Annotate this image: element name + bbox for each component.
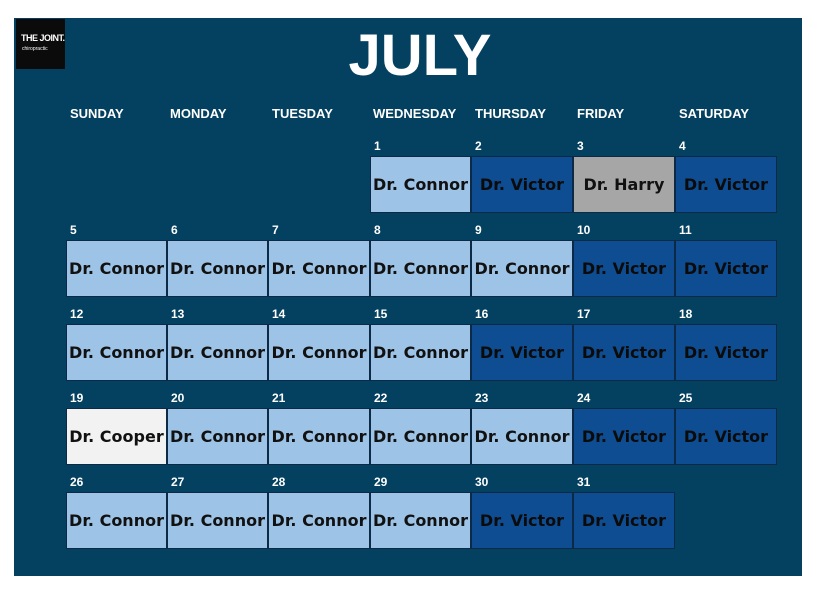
day-cell: Dr. Connor — [167, 324, 268, 381]
day-number: 3 — [577, 139, 584, 153]
day-number: 22 — [374, 391, 388, 405]
weekday-saturday: SATURDAY — [679, 106, 750, 121]
day-cell: Dr. Victor — [471, 156, 573, 213]
day-cell: Dr. Connor — [370, 156, 471, 213]
day-cell: Dr. Connor — [370, 408, 471, 465]
day-number: 27 — [171, 475, 185, 489]
day-cell: Dr. Connor — [471, 408, 573, 465]
day-cell: Dr. Victor — [471, 492, 573, 549]
day-cell: Dr. Victor — [573, 492, 675, 549]
day-cell: Dr. Victor — [675, 156, 777, 213]
day-number: 25 — [679, 391, 693, 405]
day-cell: Dr. Victor — [573, 408, 675, 465]
day-number: 15 — [374, 307, 388, 321]
day-number: 30 — [475, 475, 489, 489]
day-number: 6 — [171, 223, 178, 237]
day-cell: Dr. Connor — [167, 408, 268, 465]
day-number: 26 — [70, 475, 84, 489]
day-cell: Dr. Connor — [66, 240, 167, 297]
day-cell: Dr. Connor — [268, 324, 370, 381]
day-number: 23 — [475, 391, 489, 405]
day-number: 11 — [679, 223, 692, 237]
day-cell: Dr. Connor — [268, 492, 370, 549]
logo-subtext: chiropractic — [22, 46, 48, 52]
day-cell: Dr. Connor — [66, 324, 167, 381]
day-cell: Dr. Connor — [370, 492, 471, 549]
weekday-friday: FRIDAY — [577, 106, 625, 121]
day-number: 5 — [70, 223, 77, 237]
weekday-tuesday: TUESDAY — [272, 106, 333, 121]
day-number: 13 — [171, 307, 185, 321]
day-cell: Dr. Connor — [471, 240, 573, 297]
day-cell: Dr. Connor — [268, 240, 370, 297]
day-cell: Dr. Victor — [675, 240, 777, 297]
day-number: 10 — [577, 223, 591, 237]
day-number: 12 — [70, 307, 84, 321]
day-number: 20 — [171, 391, 185, 405]
day-cell: Dr. Victor — [471, 324, 573, 381]
weekday-wednesday: WEDNESDAY — [373, 106, 457, 121]
day-number: 7 — [272, 223, 279, 237]
day-cell: Dr. Victor — [573, 240, 675, 297]
day-number: 8 — [374, 223, 381, 237]
day-cell: Dr. Connor — [66, 492, 167, 549]
day-cell: Dr. Connor — [167, 492, 268, 549]
day-cell: Dr. Connor — [167, 240, 268, 297]
day-cell: Dr. Connor — [268, 408, 370, 465]
day-cell: Dr. Connor — [370, 240, 471, 297]
weekday-sunday: SUNDAY — [70, 106, 124, 121]
day-number: 18 — [679, 307, 693, 321]
day-number: 16 — [475, 307, 489, 321]
day-number: 19 — [70, 391, 84, 405]
day-number: 29 — [374, 475, 388, 489]
day-number: 2 — [475, 139, 482, 153]
day-number: 1 — [374, 139, 381, 153]
weekday-thursday: THURSDAY — [475, 106, 547, 121]
month-title: JULY — [348, 23, 492, 88]
weekday-monday: MONDAY — [170, 106, 227, 121]
logo-text: THE JOINT. — [21, 33, 65, 43]
day-number: 9 — [475, 223, 482, 237]
day-cell: Dr. Connor — [370, 324, 471, 381]
day-cell: Dr. Harry — [573, 156, 675, 213]
day-number: 28 — [272, 475, 286, 489]
day-number: 17 — [577, 307, 591, 321]
day-cell: Dr. Victor — [675, 408, 777, 465]
day-cell: Dr. Cooper — [66, 408, 167, 465]
day-number: 4 — [679, 139, 686, 153]
day-number: 14 — [272, 307, 286, 321]
day-cell: Dr. Victor — [573, 324, 675, 381]
day-number: 24 — [577, 391, 591, 405]
day-number: 31 — [577, 475, 591, 489]
day-cell: Dr. Victor — [675, 324, 777, 381]
day-number: 21 — [272, 391, 286, 405]
